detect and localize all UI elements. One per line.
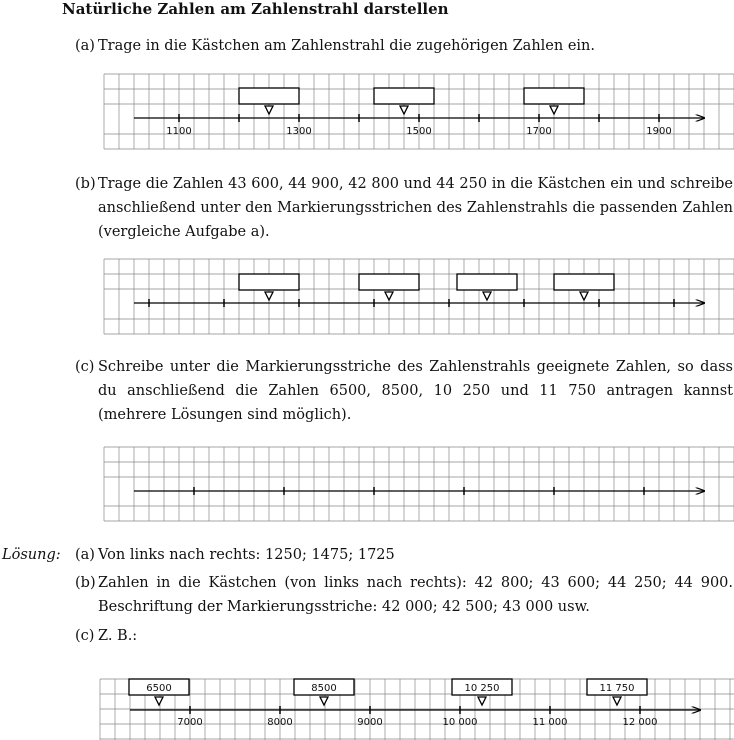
answer-boxes-a bbox=[239, 88, 584, 114]
solution-c-text: Z. B.: bbox=[98, 628, 138, 644]
grid-c bbox=[104, 447, 734, 521]
answer-box[interactable] bbox=[374, 88, 434, 104]
part-b-text: Trage die Zahlen 43 600, 44 900, 42 800 und 44 250 in die Kästchen ein und schreibe anschließend unter den Markierungsstrichen des Zahlenstrahls die passenden Zahlen (vergleiche Aufgabe a). bbox=[98, 176, 733, 240]
pointer-triangle bbox=[265, 106, 273, 114]
pointer-triangle bbox=[320, 697, 328, 705]
tick-label-solution: 10 000 bbox=[442, 717, 478, 728]
solution-a-text: Von links nach rechts: 1250; 1475; 1725 bbox=[98, 547, 395, 563]
answer-box[interactable] bbox=[239, 88, 299, 104]
pointer-triangle bbox=[478, 697, 486, 705]
tick-label-a: 1300 bbox=[286, 126, 312, 137]
part-c-text: Schreibe unter die Markierungsstriche des Zahlenstrahls geeignete Zahlen, so dass du anschließend die Zahlen 6500, 8500, 10 250 und 11 750 antragen kannst (mehrere Lösungen sind möglich). bbox=[98, 359, 733, 423]
solution-c-label: (c) bbox=[75, 628, 95, 644]
part-a-label: (a) bbox=[75, 38, 95, 54]
tick-label-a: 1100 bbox=[166, 126, 192, 137]
grid-b bbox=[104, 259, 734, 334]
tick-label-a: 1700 bbox=[526, 126, 552, 137]
solution-box-label: 8500 bbox=[311, 683, 337, 694]
pointer-triangle bbox=[580, 292, 588, 300]
tick-label-a: 1900 bbox=[646, 126, 672, 137]
part-a-text: Trage in die Kästchen am Zahlenstrahl die zugehörigen Zahlen ein. bbox=[98, 38, 595, 54]
answer-box[interactable] bbox=[457, 274, 517, 290]
tick-label-solution: 12 000 bbox=[622, 717, 658, 728]
pointer-triangle bbox=[155, 697, 163, 705]
answer-boxes-b bbox=[239, 274, 614, 300]
pointer-triangle bbox=[550, 106, 558, 114]
pointer-triangle bbox=[483, 292, 491, 300]
tick-label-a: 1500 bbox=[406, 126, 432, 137]
page-title: Natürliche Zahlen am Zahlenstrahl darstellen bbox=[62, 0, 449, 18]
solution-box-label: 6500 bbox=[146, 683, 172, 694]
answer-box[interactable] bbox=[554, 274, 614, 290]
part-c-label: (c) bbox=[75, 359, 95, 375]
solution-heading: Lösung: bbox=[2, 547, 61, 563]
grid-a bbox=[104, 74, 734, 149]
pointer-triangle bbox=[400, 106, 408, 114]
pointer-triangle bbox=[385, 292, 393, 300]
tick-label-solution: 7000 bbox=[177, 717, 203, 728]
solution-a-label: (a) bbox=[75, 547, 95, 563]
part-b-label: (b) bbox=[75, 176, 96, 192]
tick-label-solution: 11 000 bbox=[532, 717, 568, 728]
solution-b-text: Zahlen in die Kästchen (von links nach rechts): 42 800; 43 600; 44 250; 44 900. Beschriftung der Markierungsstriche: 42 000; 42 500; 43 000 usw. bbox=[98, 575, 733, 615]
answer-box[interactable] bbox=[239, 274, 299, 290]
pointer-triangle bbox=[265, 292, 273, 300]
answer-box[interactable] bbox=[524, 88, 584, 104]
solution-b-label: (b) bbox=[75, 575, 96, 591]
solution-boxes bbox=[129, 679, 647, 705]
tick-label-solution: 9000 bbox=[357, 717, 383, 728]
solution-box-label: 10 250 bbox=[464, 683, 500, 694]
solution-box-label: 11 750 bbox=[599, 683, 635, 694]
pointer-triangle bbox=[613, 697, 621, 705]
tick-label-solution: 8000 bbox=[267, 717, 293, 728]
answer-box[interactable] bbox=[359, 274, 419, 290]
